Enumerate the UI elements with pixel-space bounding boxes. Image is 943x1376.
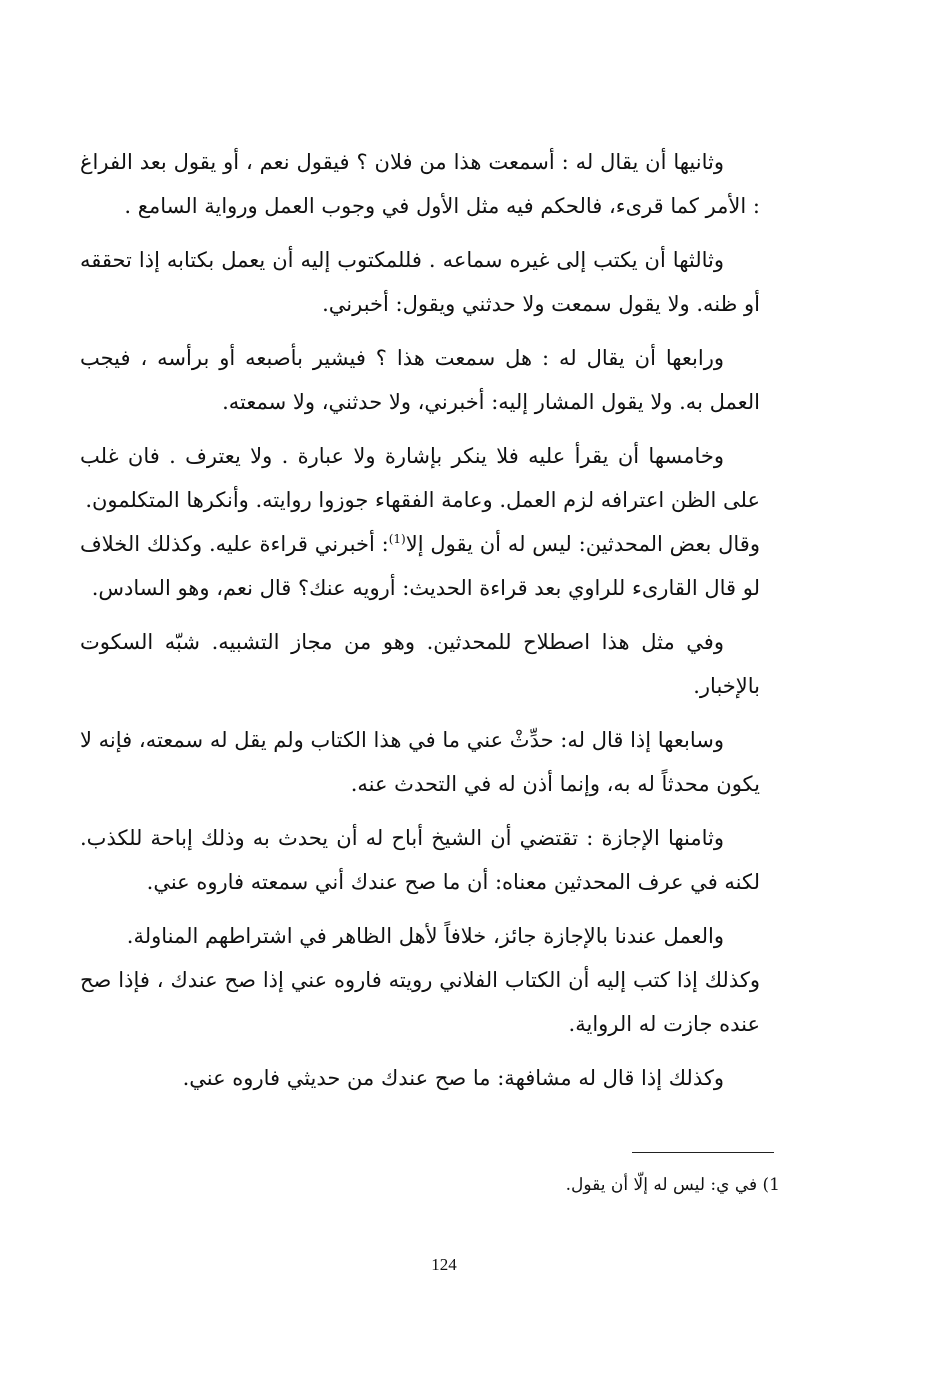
paragraph-text-before-ref: وقال بعض المحدثين: ليس له أن يقول إلا: [405, 532, 760, 556]
paragraph-third: وثالثها أن يكتب إلى غيره سماعه . فللمكتوب إليه أن يعمل بكتابه إذا تحققه أو ظنه. ولا يقول سمعت ولا حدثني ويقول: أخبرني.: [80, 248, 760, 316]
paragraph-written-ijaza: وكذلك إذا كتب إليه أن الكتاب الفلاني رويته فاروه عني إذا صح عندك ، فإذا صح عنده جازت له الرواية.: [80, 968, 760, 1036]
paragraph-fourth: ورابعها أن يقال له : هل سمعت هذا ؟ فيشير بأصبعه أو برأسه ، فيجب العمل به. ولا يقول المشار إليه: أخبرني، ولا حدثني، ولا سمعته.: [80, 346, 760, 414]
footnote-divider: [632, 1152, 774, 1153]
footnote: 1) في ي: ليس له إلّا أن يقول.: [565, 1175, 780, 1195]
paragraph-istilah: وفي مثل هذا اصطلاح للمحدثين. وهو من مجاز التشبيه. شبّه السكوت بالإخبار.: [80, 630, 760, 698]
main-text: [80, 140, 760, 1110]
paragraph-text-after-ref: : أخبرني قراءة عليه. وكذلك الخلاف لو قال القارىء للراوي بعد قراءة الحديث: أرويه عنك؟ قال نعم، وهو السادس.: [80, 532, 760, 600]
page-number: 124: [431, 1255, 457, 1274]
paragraph-muhaddithin-opinion: [80, 522, 760, 610]
paragraph-second: وثانيها أن يقال له : أسمعت هذا من فلان ؟ فيقول نعم ، أو يقول بعد الفراغ : الأمر كما قرىء، فالحكم فيه مثل الأول في وجوب العمل ورواية السامع .: [80, 150, 760, 218]
paragraph-seventh: وسابعها إذا قال له: حدِّثْ عني ما في هذا الكتاب ولم يقل له سمعته، فإنه لا يكون محدثاً له به، وإنما أذن له في التحدث عنه.: [80, 728, 760, 796]
footnote-reference: (1): [388, 532, 406, 546]
paragraph-ijaza-practice: والعمل عندنا بالإجازة جائز، خلافاً لأهل الظاهر في اشتراطهم المناولة.: [126, 924, 724, 948]
paragraph-fifth: وخامسها أن يقرأ عليه فلا ينكر بإشارة ولا عبارة . ولا يعترف . فان غلب على الظن اعترافه لزم العمل. وعامة الفقهاء جوزوا روايته. وأنكرها المتكلمون.: [80, 444, 760, 512]
paragraph-oral-ijaza: وكذلك إذا قال له مشافهة: ما صح عندك من حديثي فاروه عني.: [182, 1066, 724, 1090]
paragraph-eighth: وثامنها الإجازة : تقتضي أن الشيخ أباح له أن يحدث به وذلك إباحة للكذب. لكنه في عرف المحدثين معناه: أن ما صح عندك أني سمعته فاروه عني.: [80, 826, 760, 894]
